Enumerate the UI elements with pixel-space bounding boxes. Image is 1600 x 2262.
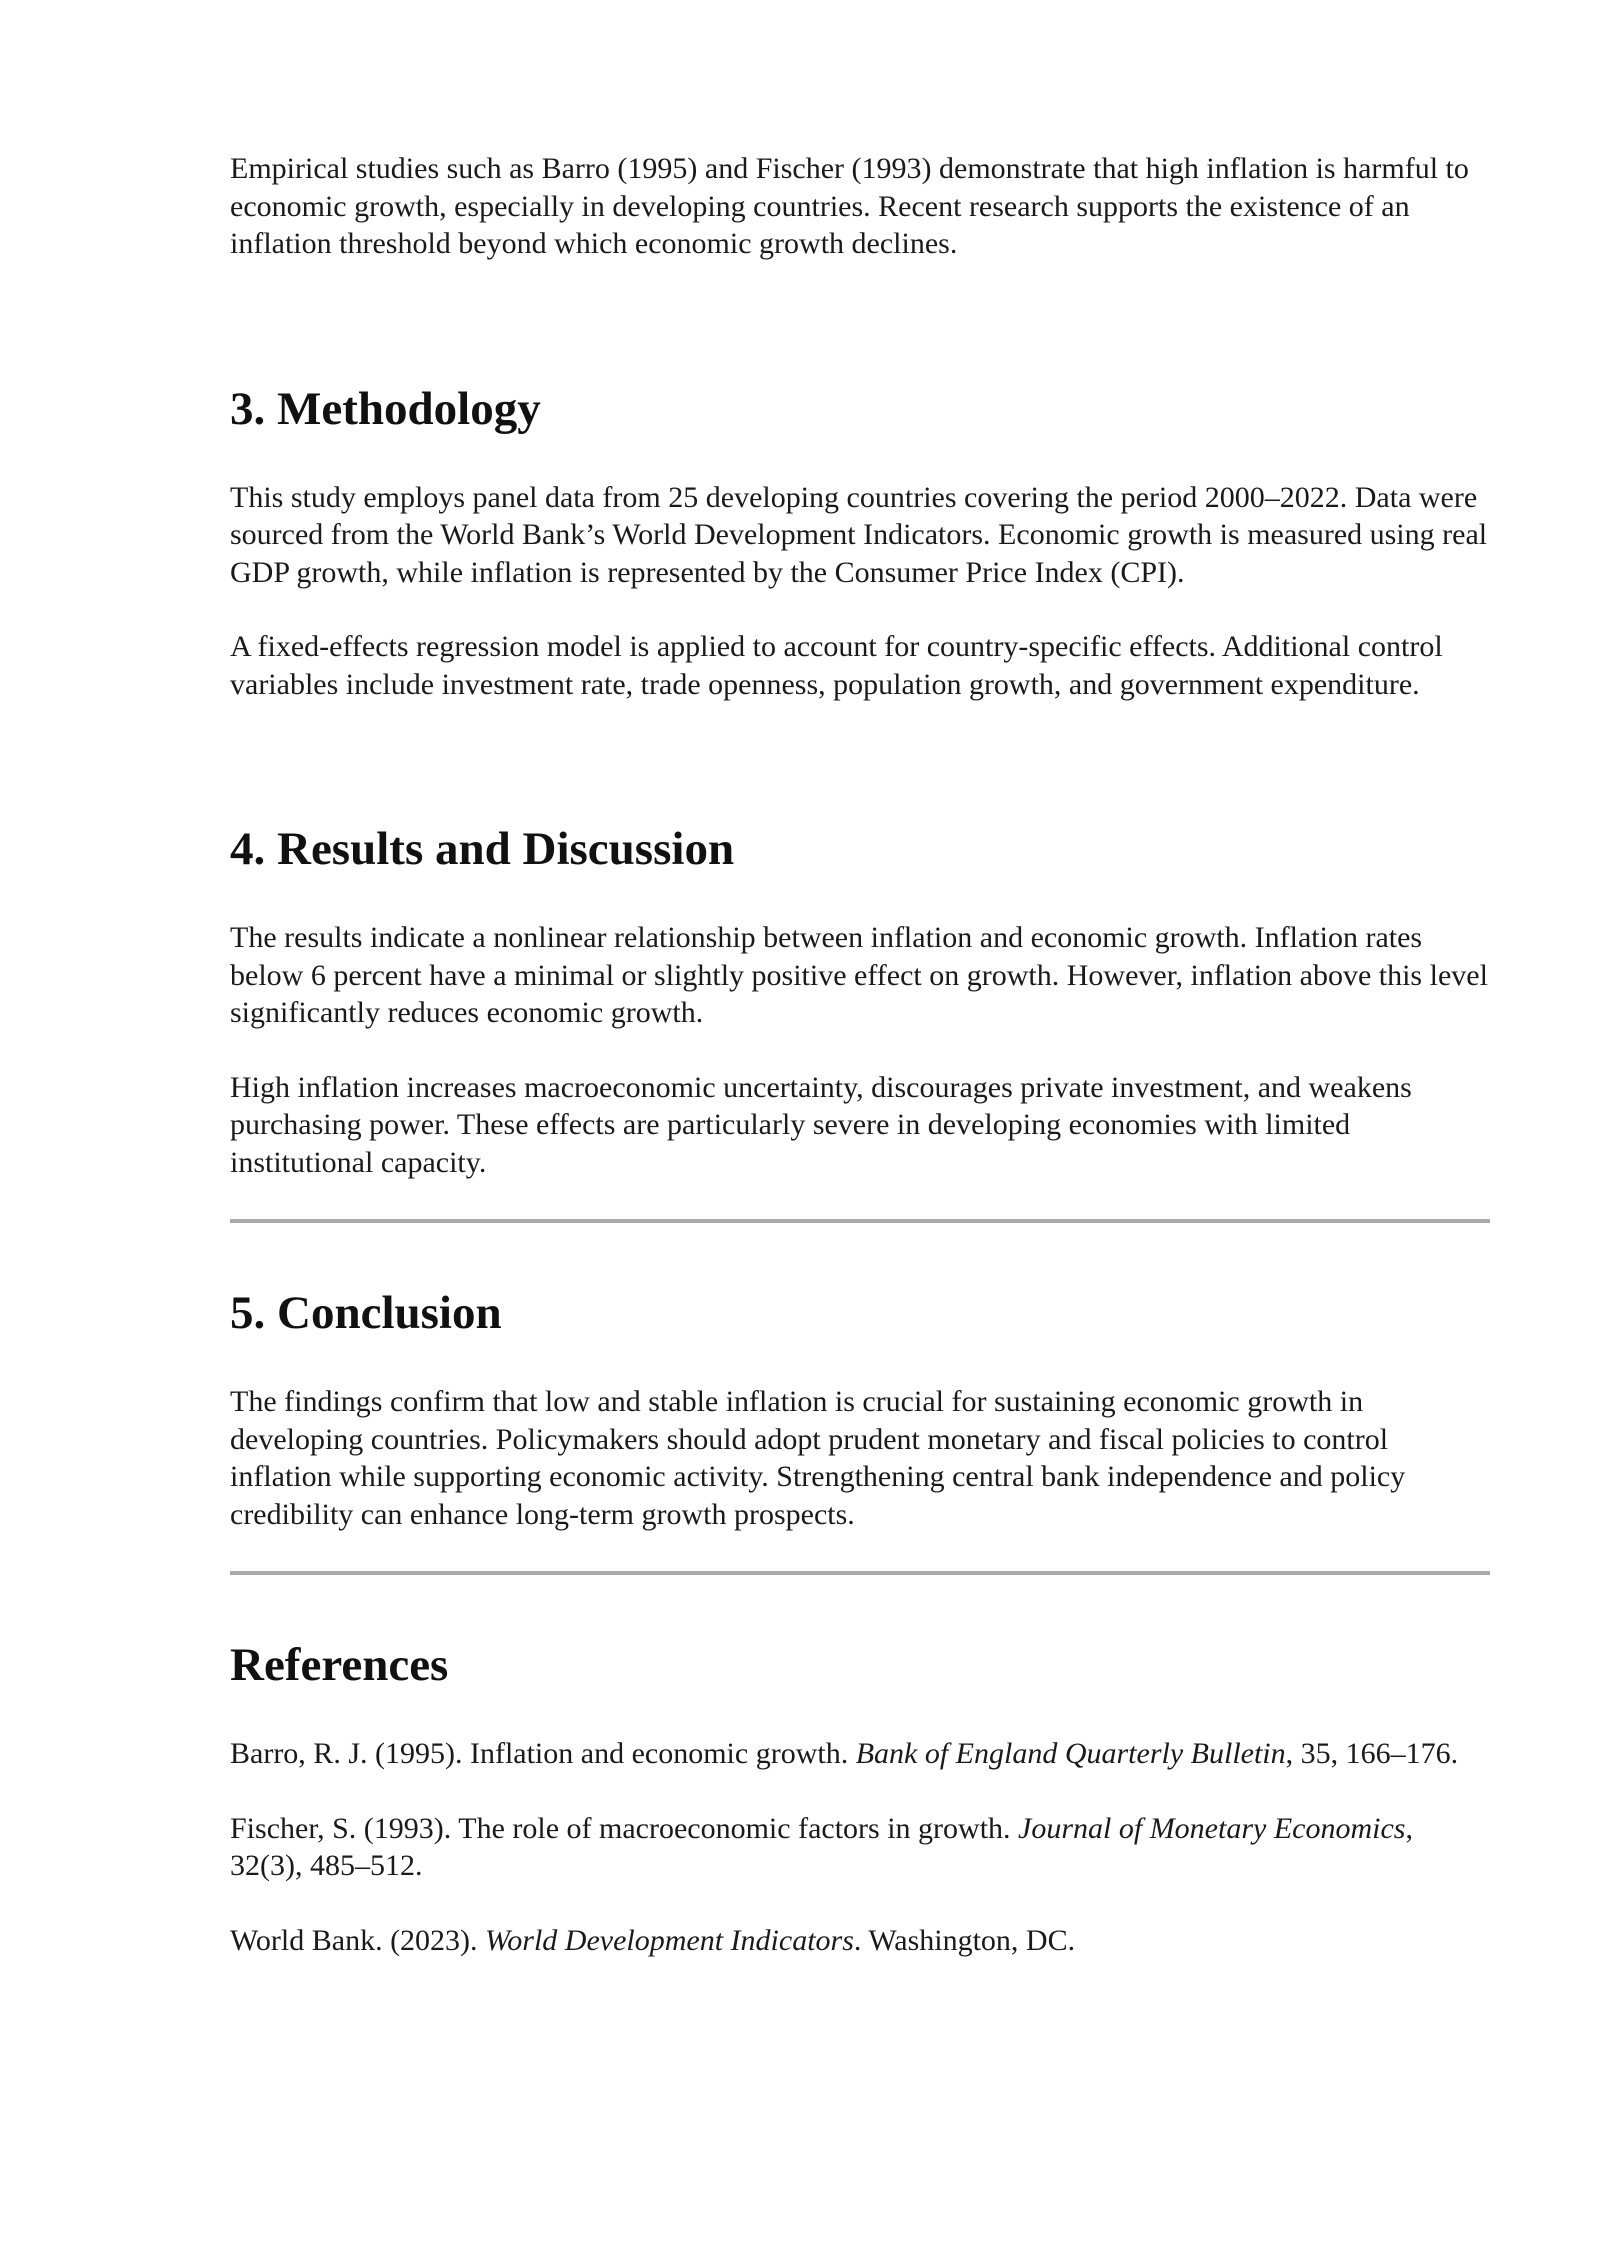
references-heading: References <box>230 1639 449 1691</box>
results-paragraph-1: The results indicate a nonlinear relationship between inflation and economic growth. Inflation rates below 6 percent have a minimal or slightly positive effect on growth. However, inflation above this level significantly reduces economic growth. <box>230 921 1488 1029</box>
reference-source: Bank of England Quarterly Bulletin <box>855 1737 1286 1770</box>
reference-item <box>230 1735 1490 1773</box>
reference-item <box>230 1810 1490 1885</box>
reference-details: . Washington, DC. <box>853 1923 1076 1957</box>
reference-authors-title: Barro, R. J. (1995). Inflation and economic growth. <box>230 1737 856 1770</box>
reference-source: Journal of Monetary Economics <box>1018 1811 1406 1845</box>
methodology-paragraph-1: This study employs panel data from 25 developing countries covering the period 2000–2022. Data were sourced from the World Bank’s World Development Indicators. Economic growth is measured using real GDP growth, while inflation is represented by the Consumer Price Index (CPI). <box>230 480 1488 589</box>
reference-source: World Development Indicators <box>485 1923 854 1957</box>
reference-authors-title: Fischer, S. (1993). The role of macroeconomic factors in growth. <box>230 1811 1019 1845</box>
reference-authors-title: World Bank. (2023). <box>230 1923 486 1957</box>
document-page <box>230 150 1490 1959</box>
conclusion-heading: 5. Conclusion <box>230 1287 502 1339</box>
reference-details: , 32(3), 485–512. <box>230 1811 1413 1882</box>
reference-details: , 35, 166–176. <box>1285 1737 1459 1770</box>
section-divider <box>230 1219 1490 1223</box>
results-heading: 4. Results and Discussion <box>230 823 735 875</box>
methodology-heading: 3. Methodology <box>230 382 541 435</box>
results-paragraph-2: High inflation increases macroeconomic uncertainty, discourages private investment, and weakens purchasing power. These effects are particularly severe in developing economies with limited institutional capacity. <box>230 1070 1412 1179</box>
intro-paragraph: Empirical studies such as Barro (1995) and Fischer (1993) demonstrate that high inflation is harmful to economic growth, especially in developing countries. Recent research supports the existence of an inflation threshold beyond which economic growth declines. <box>230 152 1469 260</box>
conclusion-paragraph: The findings confirm that low and stable inflation is crucial for sustaining economic growth in developing countries. Policymakers should adopt prudent monetary and fiscal policies to control inflation while supporting economic activity. Strengthening central bank independence and policy credibility can enhance long-term growth prospects. <box>230 1385 1406 1531</box>
reference-item <box>230 1922 1490 1960</box>
methodology-paragraph-2: A fixed-effects regression model is applied to account for country-specific effects. Additional control variables include investment rate, trade openness, population growth, and government expenditure. <box>230 630 1443 701</box>
section-divider <box>230 1571 1490 1575</box>
